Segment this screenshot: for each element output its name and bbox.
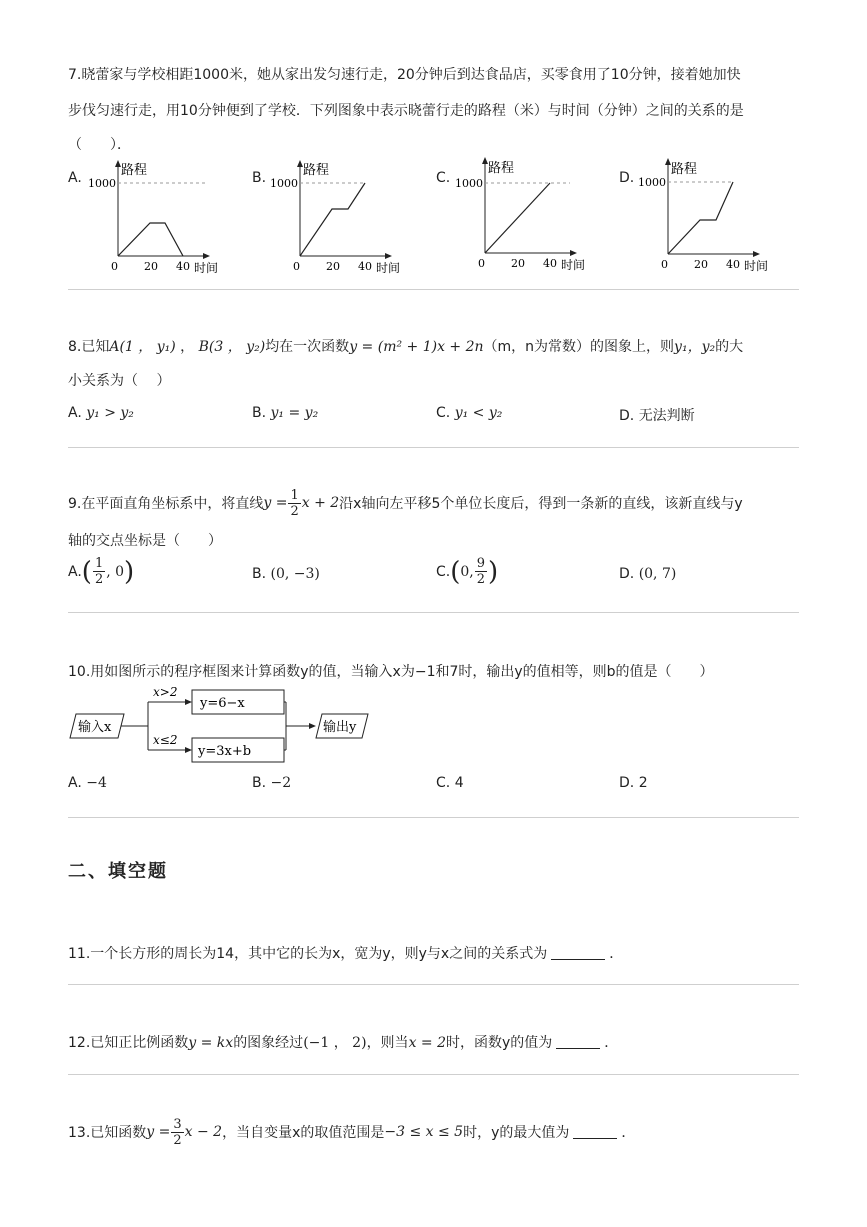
q9-option-c-label: C.	[436, 563, 451, 580]
q13-tail: 时，y的最大值为	[463, 1125, 570, 1141]
q10-option-c[interactable]	[436, 775, 464, 791]
flow-cond-bottom: x≤2	[153, 733, 178, 747]
flow-box-top-text: y=6−x	[200, 696, 245, 711]
q8-line-1	[68, 336, 799, 356]
q7-a-xtick-20: 20	[144, 260, 158, 273]
q9-option-c-lparen: (	[450, 556, 461, 587]
q7-d-ytick: 1000	[638, 176, 666, 189]
q12-function: y = kx	[188, 1035, 234, 1051]
q9-option-c[interactable]	[436, 556, 498, 587]
q12-condition: x = 2	[408, 1035, 446, 1051]
q8-option-d-label: D.	[619, 408, 635, 424]
q7-b-xtick-40: 40	[358, 260, 372, 273]
q9-c-den: 2	[476, 572, 486, 587]
q13-fraction	[171, 1117, 183, 1148]
q7-c-ytick: 1000	[455, 177, 483, 190]
q9-a-den: 2	[94, 572, 104, 587]
q9-option-d[interactable]	[619, 566, 676, 582]
q7-b-xtick-0: 0	[293, 260, 300, 273]
q8-option-b-text: y₁ = y₂	[270, 405, 319, 421]
q8-prefix: 8.已知	[68, 339, 110, 355]
q7-d-ylabel: 路程	[671, 162, 698, 177]
q9-line-2: 轴的交点坐标是（ ）	[68, 533, 222, 549]
q9-a-num: 1	[94, 556, 104, 571]
q10-option-d-text: 2	[638, 775, 648, 791]
q7-a-ytick: 1000	[88, 177, 116, 190]
q11-answer-blank[interactable]	[551, 946, 605, 960]
q12-mid2: ，则当	[366, 1035, 409, 1051]
q9-option-a-fraction	[93, 556, 105, 587]
q8-mid: 均在一次函数	[265, 339, 350, 355]
section-title: 二、填空题	[68, 861, 168, 882]
q7-option-b-label[interactable]: B.	[252, 170, 267, 186]
divider	[68, 612, 799, 613]
q7-option-a-graph[interactable]	[88, 156, 238, 276]
q7-c-xtick-20: 20	[511, 257, 525, 270]
q10-option-a-label: A.	[68, 775, 82, 791]
q7-b-ytick: 1000	[270, 177, 298, 190]
q7-a-xtick-0: 0	[111, 260, 118, 273]
q10-option-d-label: D.	[619, 775, 635, 791]
q8-point-b: B(3 ， y₂)	[198, 339, 266, 355]
q9-y-eq: y =	[263, 495, 288, 511]
q10-option-c-label: C.	[436, 775, 451, 791]
q7-c-xtick-0: 0	[478, 257, 485, 270]
q8-function: y = (m² + 1)x + 2n	[349, 339, 484, 355]
q9-c-num: 9	[476, 556, 486, 571]
q8-option-c[interactable]	[436, 405, 502, 421]
q7-b-xlabel: 时间	[376, 261, 401, 275]
q9-option-a[interactable]	[68, 556, 134, 587]
q7-line-3: （ ）．	[68, 137, 131, 153]
q8-sep: ，	[175, 339, 199, 355]
q8-option-d[interactable]	[619, 405, 695, 425]
q8-option-a[interactable]	[68, 405, 134, 421]
q10-option-b-label: B.	[252, 775, 267, 791]
flow-cond-top: x>2	[153, 685, 178, 699]
q9-prefix: 9.在平面直角坐标系中，将直线	[68, 496, 264, 512]
q10-flowchart	[66, 682, 376, 768]
q7-d-xtick-20: 20	[694, 258, 708, 271]
q8-paren: （m，n为常数）的图象上，则	[483, 339, 675, 355]
q7-b-xtick-20: 20	[326, 260, 340, 273]
q8-option-a-label: A.	[68, 405, 82, 421]
q9-frac-den: 2	[290, 503, 299, 519]
q13-end: ．	[621, 1125, 636, 1141]
q7-option-c-label[interactable]: C.	[436, 170, 451, 186]
divider	[68, 1074, 799, 1075]
divider	[68, 817, 799, 818]
q12-prefix: 12.已知正比例函数	[68, 1035, 189, 1051]
q9-option-b[interactable]	[252, 566, 320, 582]
q7-a-ylabel: 路程	[121, 163, 148, 178]
q7-d-xlabel: 时间	[744, 259, 769, 273]
q8-option-a-text: y₁ > y₂	[86, 405, 134, 421]
q7-option-c-graph[interactable]	[455, 153, 605, 273]
q12-answer-blank[interactable]	[556, 1035, 600, 1049]
q13-answer-blank[interactable]	[573, 1125, 617, 1139]
q8-point-a: A(1 ， y₁)	[109, 339, 176, 355]
q13-line	[68, 1112, 799, 1152]
q12-end: ．	[604, 1035, 619, 1051]
q10-line-1: 10.用如图所示的程序框图来计算函数y的值，当输入x为−1和7时，输出y的值相等，则b的值是（ ）	[68, 664, 714, 680]
q7-d-xtick-0: 0	[661, 258, 668, 271]
q13-y-eq: y =	[146, 1124, 171, 1140]
q11-tail: ．	[609, 946, 624, 962]
q7-a-xlabel: 时间	[194, 261, 219, 275]
q12-tail: 时，函数y的值为	[446, 1035, 553, 1051]
q10-option-b-text: −2	[270, 775, 292, 791]
q9-func-tail: x + 2	[301, 495, 340, 511]
q12-line	[68, 1032, 799, 1052]
q7-c-xlabel: 时间	[561, 258, 586, 272]
divider	[68, 447, 799, 448]
q9-option-d-label: D.	[619, 566, 635, 582]
q9-option-c-pre: 0,	[460, 563, 474, 580]
q7-option-b-graph[interactable]	[270, 156, 420, 276]
q10-option-a[interactable]	[68, 775, 107, 791]
q8-tail: 的大	[715, 339, 744, 355]
divider	[68, 289, 799, 290]
q13-frac-num: 3	[173, 1116, 182, 1132]
q9-fraction	[288, 488, 300, 519]
q10-option-c-text: 4	[454, 775, 464, 791]
q7-a-xtick-40: 40	[176, 260, 190, 273]
q8-line-2: 小关系为（ ）	[68, 373, 171, 389]
flow-input-text: 输入x	[78, 720, 112, 735]
q7-line-2: 步伐匀速行走，用10分钟便到了学校．下列图象中表示晓蕾行走的路程（米）与时间（分钟）之间的关系的是	[68, 103, 744, 119]
q11-text: 11.一个长方形的周长为14，其中它的长为x，宽为y，则y与x之间的关系式为	[68, 946, 548, 962]
q9-line-1	[68, 483, 799, 523]
q9-option-c-rparen: )	[488, 556, 499, 587]
q9-option-a-rest: , 0	[106, 563, 125, 580]
q10-option-a-text: −4	[86, 775, 107, 791]
q12-mid: 的图象经过	[233, 1035, 304, 1051]
q8-vars: y₁，y₂	[674, 339, 716, 355]
q9-option-a-rparen: )	[124, 556, 135, 587]
q13-range: −3 ≤ x ≤ 5	[384, 1124, 464, 1140]
flow-box-bottom-text: y=3x+b	[198, 744, 252, 759]
q8-option-b-label: B.	[252, 405, 267, 421]
q7-option-a-label[interactable]: A.	[68, 170, 82, 186]
q8-option-c-label: C.	[436, 405, 451, 421]
q8-option-d-text: 无法判断	[638, 408, 695, 424]
q9-option-c-fraction	[475, 556, 487, 587]
q7-c-ylabel: 路程	[488, 161, 515, 176]
q13-mid: ，当自变量x的取值范围是	[222, 1125, 385, 1141]
q7-option-d-label[interactable]: D.	[619, 170, 635, 186]
q10-option-b[interactable]	[252, 775, 291, 791]
q9-option-b-label: B.	[252, 566, 267, 582]
q12-point: (−1 ， 2)	[303, 1035, 367, 1051]
q9-frac-num: 1	[290, 487, 299, 503]
q7-line-1: 7.晓蕾家与学校相距1000米，她从家出发匀速行走，20分钟后到达食品店，买零食用了10分钟，接着她加快	[68, 67, 741, 83]
q13-frac-den: 2	[173, 1132, 182, 1148]
divider	[68, 984, 799, 985]
q8-option-b[interactable]	[252, 405, 318, 421]
q8-option-c-text: y₁ < y₂	[454, 405, 503, 421]
q7-b-ylabel: 路程	[303, 163, 330, 178]
q7-option-d-graph[interactable]	[638, 154, 788, 274]
q7-d-xtick-40: 40	[726, 258, 740, 271]
flow-output-text: 输出y	[323, 720, 357, 735]
q13-func-tail: x − 2	[184, 1124, 223, 1140]
q10-option-d[interactable]	[619, 775, 648, 791]
q9-option-a-label: A.	[68, 563, 82, 580]
q11-line	[68, 943, 799, 963]
q13-prefix: 13.已知函数	[68, 1125, 147, 1141]
q9-option-b-text: (0, −3)	[270, 566, 320, 582]
q7-c-xtick-40: 40	[543, 257, 557, 270]
q9-option-d-text: (0, 7)	[638, 566, 677, 582]
q9-mid: 沿x轴向左平移5个单位长度后，得到一条新的直线，该新直线与y	[339, 496, 743, 512]
q9-option-a-lparen: (	[81, 556, 92, 587]
